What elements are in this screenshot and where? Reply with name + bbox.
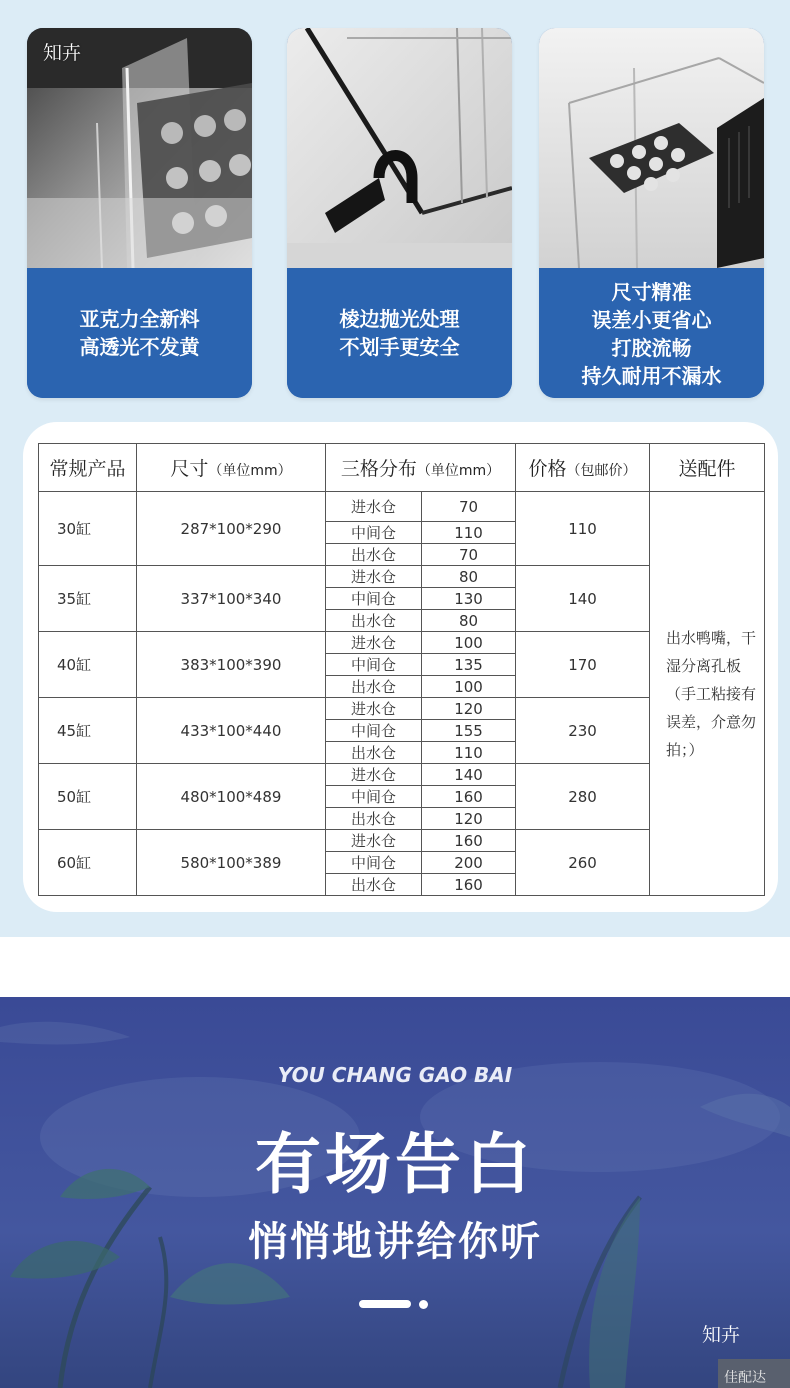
- price-cell: 170: [516, 632, 650, 698]
- price-cell: 280: [516, 764, 650, 830]
- size-cell: 287*100*290: [137, 492, 326, 566]
- spec-table-panel: [23, 422, 778, 912]
- caption-line: 高透光不发黄: [79, 335, 200, 359]
- part-name: 出水仓: [326, 676, 422, 698]
- size-cell: 337*100*340: [137, 566, 326, 632]
- size-cell: 480*100*489: [137, 764, 326, 830]
- part-name: 中间仓: [326, 654, 422, 676]
- part-name: 进水仓: [326, 566, 422, 588]
- size-cell: 580*100*389: [137, 830, 326, 896]
- part-name: 出水仓: [326, 808, 422, 830]
- part-name: 进水仓: [326, 764, 422, 786]
- feature-caption: [539, 268, 764, 398]
- size-cell: 433*100*440: [137, 698, 326, 764]
- caption-line: 误差小更省心: [591, 308, 712, 332]
- part-name: 进水仓: [326, 830, 422, 852]
- caption-line: 尺寸精准: [611, 280, 692, 304]
- price-cell: 140: [516, 566, 650, 632]
- part-value: 120: [422, 808, 516, 830]
- part-name: 出水仓: [326, 544, 422, 566]
- accessory-cell: 出水鸭嘴，干湿分离孔板（手工粘接有误差，介意勿拍；）: [650, 492, 765, 896]
- filter-plate-photo: [539, 28, 764, 268]
- caption-line: 持久耐用不漏水: [581, 364, 722, 388]
- part-value: 155: [422, 720, 516, 742]
- part-value: 135: [422, 654, 516, 676]
- part-value: 200: [422, 852, 516, 874]
- part-name: 中间仓: [326, 786, 422, 808]
- corner-badge: 佳配达: [718, 1359, 790, 1388]
- caption-line: 不划手更安全: [339, 335, 460, 359]
- price-cell: 260: [516, 830, 650, 896]
- banner-tagline: 悄悄地讲给你听: [248, 1219, 542, 1265]
- part-name: 进水仓: [326, 632, 422, 654]
- part-value: 160: [422, 830, 516, 852]
- polished-edge-photo: [287, 28, 512, 268]
- header-accessory: 送配件: [650, 444, 765, 492]
- header-product: 常规产品: [39, 444, 137, 492]
- part-value: 100: [422, 676, 516, 698]
- product-cell: 45缸: [39, 698, 137, 764]
- feature-caption: [27, 268, 252, 398]
- header-layout: 三格分布（单位mm）: [326, 444, 516, 492]
- part-name: 中间仓: [326, 852, 422, 874]
- part-name: 出水仓: [326, 742, 422, 764]
- feature-card-edge: [287, 28, 512, 398]
- price-cell: 110: [516, 492, 650, 566]
- part-name: 中间仓: [326, 720, 422, 742]
- part-value: 120: [422, 698, 516, 720]
- part-name: 中间仓: [326, 522, 422, 544]
- table-header-row: [39, 444, 765, 492]
- part-name: 进水仓: [326, 492, 422, 522]
- part-value: 100: [422, 632, 516, 654]
- decor-dot: [419, 1300, 428, 1309]
- part-value: 160: [422, 786, 516, 808]
- product-cell: 35缸: [39, 566, 137, 632]
- price-cell: 230: [516, 698, 650, 764]
- part-name: 进水仓: [326, 698, 422, 720]
- part-name: 中间仓: [326, 588, 422, 610]
- product-cell: 40缸: [39, 632, 137, 698]
- header-price: 价格（包邮价）: [516, 444, 650, 492]
- decor-dash: [359, 1300, 411, 1308]
- part-value: 130: [422, 588, 516, 610]
- part-value: 110: [422, 742, 516, 764]
- part-value: 110: [422, 522, 516, 544]
- banner-subtitle: YOU CHANG GAO BAI: [277, 1063, 513, 1087]
- caption-line: 亚克力全新料: [79, 307, 200, 331]
- part-name: 出水仓: [326, 874, 422, 896]
- product-cell: 30缸: [39, 492, 137, 566]
- part-value: 160: [422, 874, 516, 896]
- section-gap: [0, 937, 790, 997]
- caption-line: 棱边抛光处理: [339, 307, 460, 331]
- part-value: 70: [422, 492, 516, 522]
- promo-banner: [0, 997, 790, 1388]
- size-cell: 383*100*390: [137, 632, 326, 698]
- product-cell: 50缸: [39, 764, 137, 830]
- banner-title: 有场告白: [255, 1126, 535, 1203]
- caption-line: 打胶流畅: [611, 336, 692, 360]
- part-value: 80: [422, 610, 516, 632]
- part-value: 70: [422, 544, 516, 566]
- part-name: 出水仓: [326, 610, 422, 632]
- product-cell: 60缸: [39, 830, 137, 896]
- table-row: [39, 492, 765, 522]
- watermark-text: 知卉: [43, 42, 82, 64]
- part-value: 140: [422, 764, 516, 786]
- feature-card-material: [27, 28, 252, 398]
- header-size: 尺寸（单位mm）: [137, 444, 326, 492]
- watermark-text: 知卉: [702, 1324, 741, 1346]
- part-value: 80: [422, 566, 516, 588]
- feature-caption: [287, 268, 512, 398]
- feature-card-precision: [539, 28, 764, 398]
- spec-table: [38, 443, 765, 896]
